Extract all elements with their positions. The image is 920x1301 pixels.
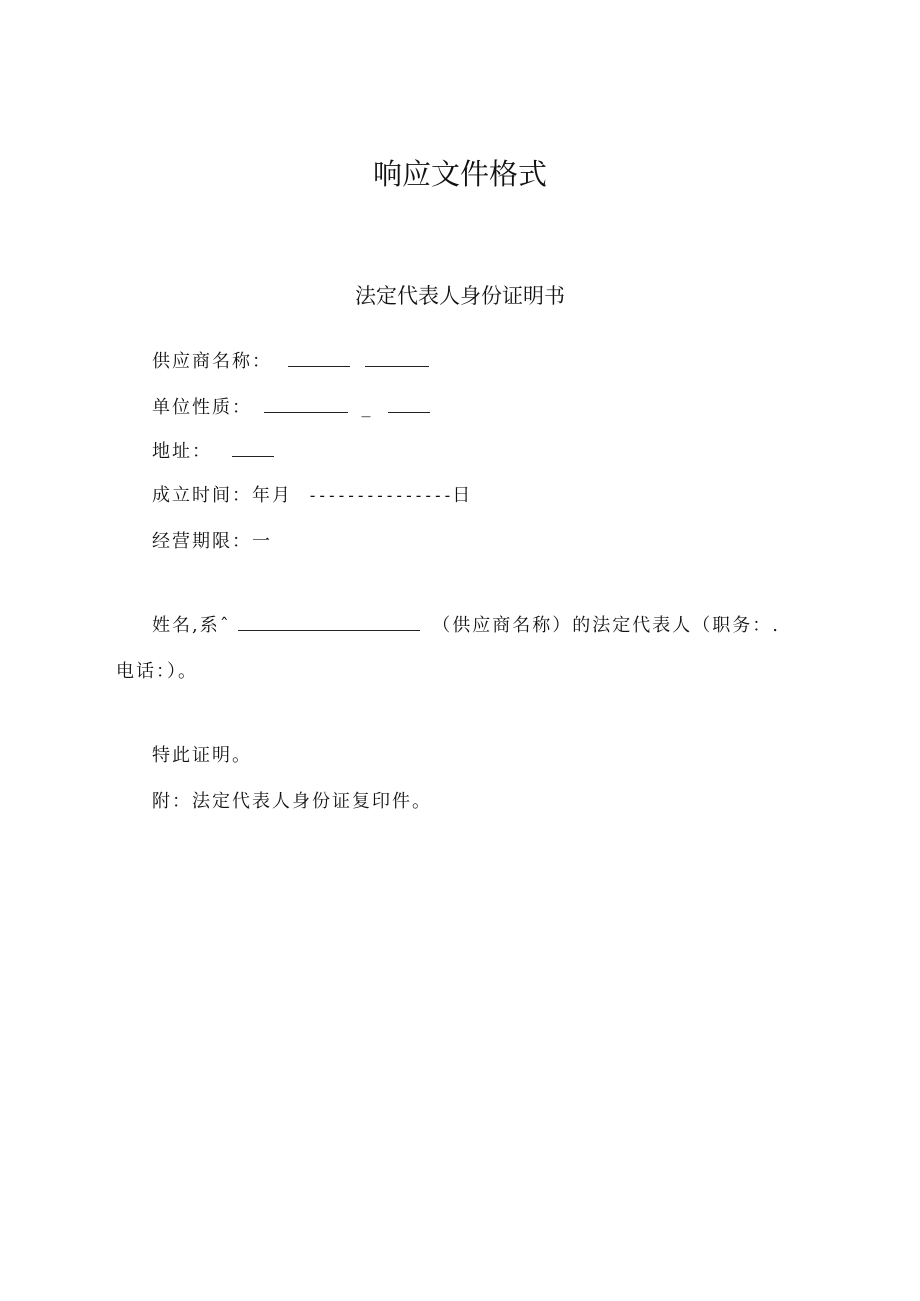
- term-label: 经营期限：一: [152, 531, 272, 552]
- established-dashes: ---------------: [307, 486, 453, 505]
- statement-line-2: [116, 660, 198, 684]
- document-subtitle: 法定代表人身份证明书: [355, 284, 565, 308]
- established-day: 日: [452, 485, 473, 506]
- document-title: 响应文件格式: [372, 157, 547, 191]
- certify-text: 特此证明。: [152, 745, 252, 766]
- unit-nature-label: 单位性质：: [152, 397, 252, 418]
- unit-nature-blank-1: [264, 398, 348, 413]
- attachment-line: [152, 790, 432, 814]
- attachment-text: 附：法定代表人身份证复印件。: [152, 791, 432, 812]
- supplier-name-row: [152, 350, 429, 374]
- term-row: [152, 530, 272, 554]
- address-row: [152, 440, 274, 464]
- established-row: [152, 484, 472, 508]
- unit-nature-mid: _: [361, 397, 373, 418]
- certify-line: [152, 744, 252, 768]
- established-label: 成立时间：年月: [152, 485, 292, 506]
- statement-blank: [238, 616, 420, 631]
- statement-part-3: 电话：）。: [116, 661, 198, 682]
- supplier-name-blank-1: [288, 352, 350, 367]
- statement-line-1: [152, 614, 780, 638]
- supplier-name-blank-2: [365, 352, 429, 367]
- address-label: 地址：: [152, 441, 212, 462]
- statement-part-1: 姓名,系ˆ: [152, 615, 231, 636]
- unit-nature-blank-2: [388, 398, 430, 413]
- unit-nature-row: [152, 396, 430, 420]
- statement-part-2: （供应商名称）的法定代表人（职务：.: [432, 615, 780, 636]
- address-blank: [232, 442, 274, 457]
- supplier-name-label: 供应商名称：: [152, 351, 272, 372]
